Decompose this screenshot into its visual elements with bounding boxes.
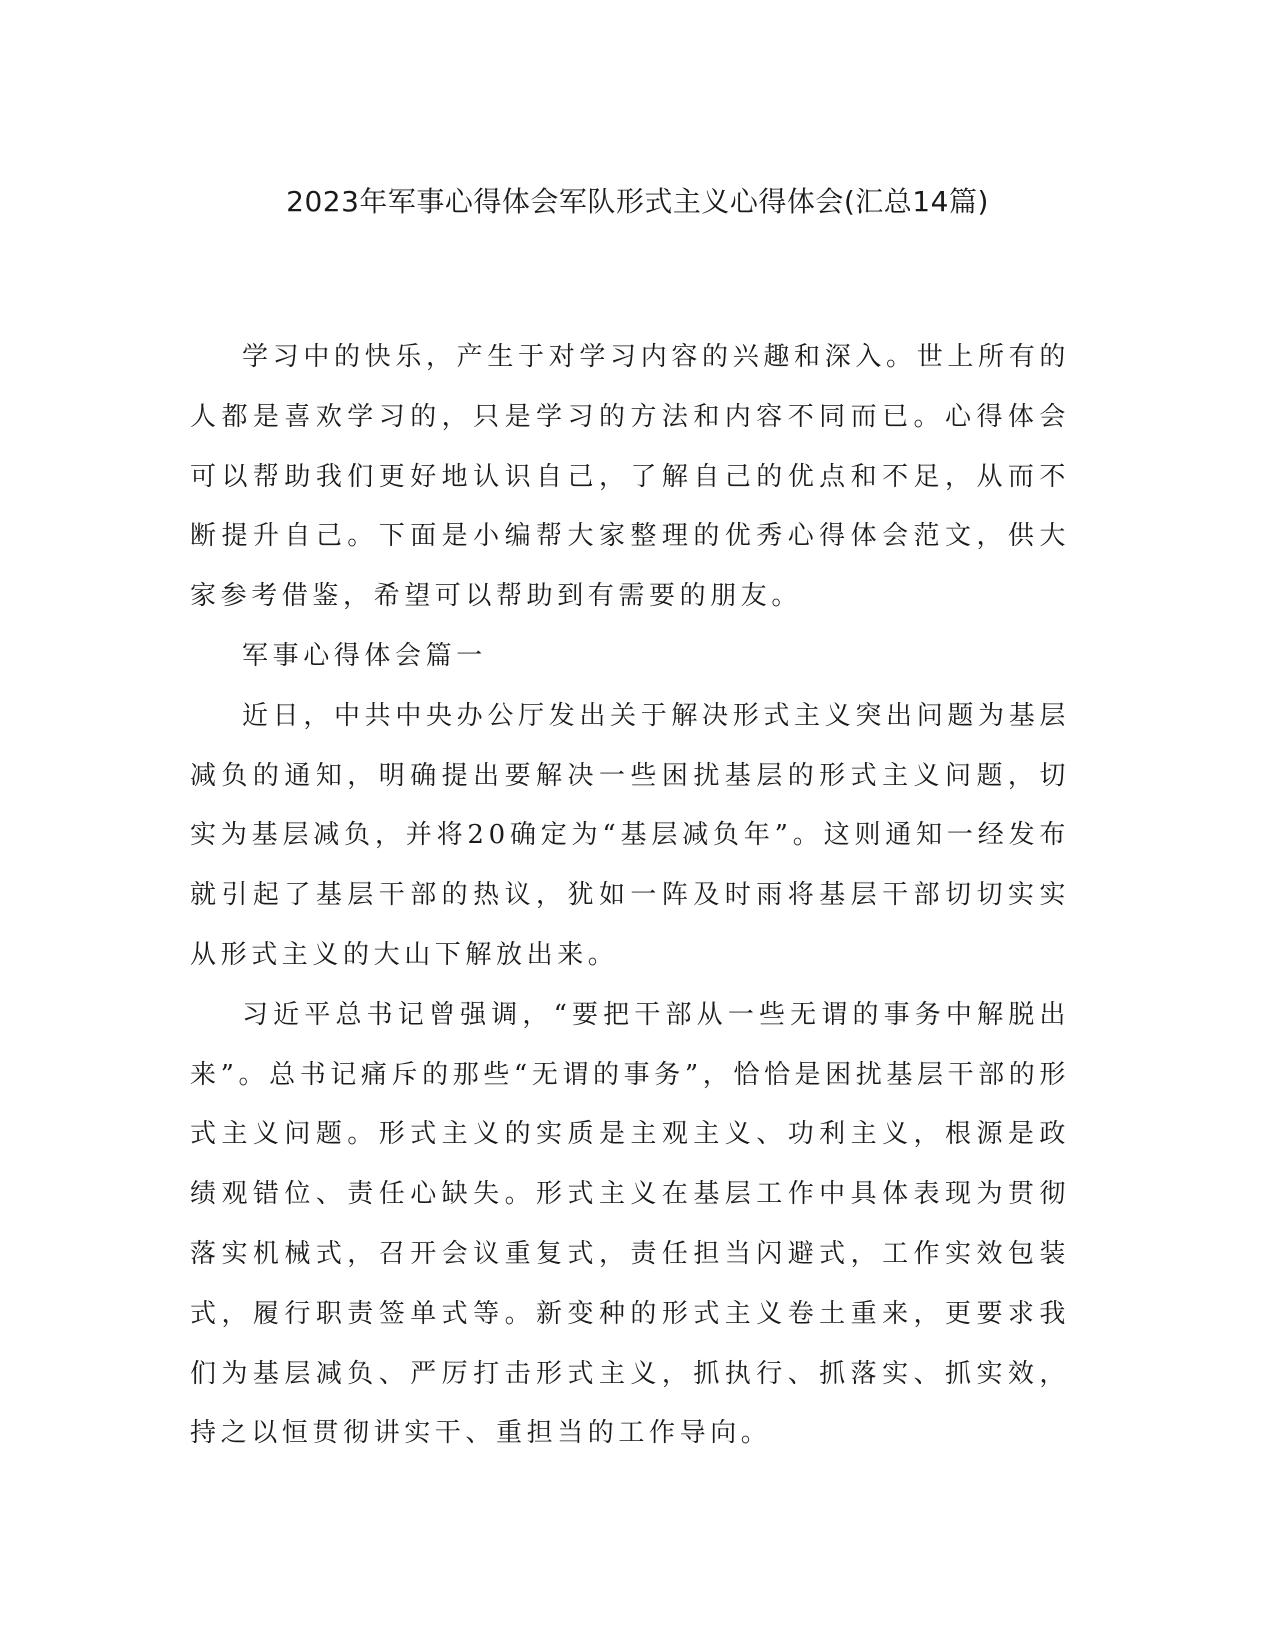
section-heading: 军事心得体会篇一 — [242, 640, 487, 671]
document-title: 2023年军事心得体会军队形式主义心得体会(汇总14篇) — [286, 185, 989, 218]
document-body — [190, 328, 1070, 1464]
body-paragraph: 近日，中共中央办公厅发出关于解决形式主义突出问题为基层减负的通知，明确提出要解决一些困扰基层的形式主义问题，切实为基层减负，并将20确定为“基层减负年”。这则通知一经发布就引起了基层干部的热议，犹如一阵及时雨将基层干部切切实实从形式主义的大山下解放出来。 — [190, 700, 1070, 970]
intro-paragraph: 学习中的快乐，产生于对学习内容的兴趣和深入。世上所有的人都是喜欢学习的，只是学习的方法和内容不同而已。心得体会可以帮助我们更好地认识自己，了解自己的优点和不足，从而不断提升自己。下面是小编帮大家整理的优秀心得体会范文，供大家参考借鉴，希望可以帮助到有需要的朋友。 — [190, 342, 1070, 612]
body-paragraph: 习近平总书记曾强调，“要把干部从一些无谓的事务中解脱出来”。总书记痛斥的那些“无谓的事务”，恰恰是困扰基层干部的形式主义问题。形式主义的实质是主观主义、功利主义，根源是政绩观错位、责任心缺失。形式主义在基层工作中具体表现为贯彻落实机械式，召开会议重复式，责任担当闪避式，工作实效包装式，履行职责签单式等。新变种的形式主义卷土重来，更要求我们为基层减负、严厉打击形式主义，抓执行、抓落实、抓实效，持之以恒贯彻讲实干、重担当的工作导向。 — [190, 999, 1070, 1449]
